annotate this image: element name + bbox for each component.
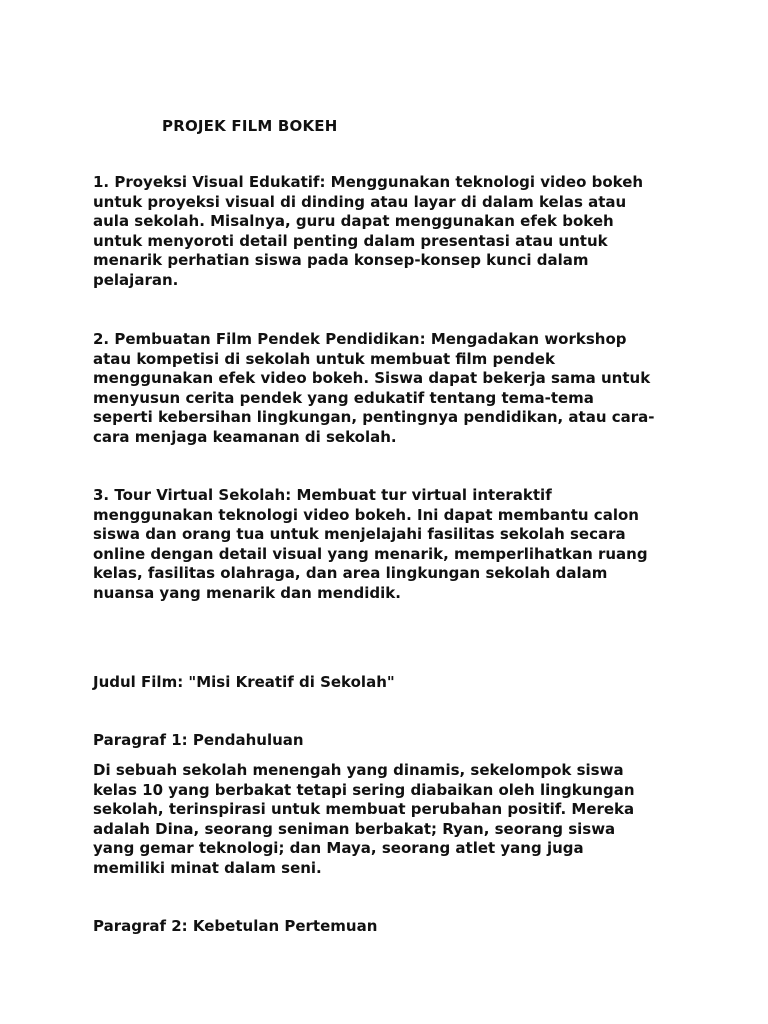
paragraph-1-line: kelas 10 yang berbakat tetapi sering diabaikan oleh lingkungan — [93, 780, 635, 799]
list-item-1 — [93, 173, 693, 291]
list-item-1-line: untuk menyoroti detail penting dalam presentasi atau untuk — [93, 231, 608, 250]
paragraph-2-heading-text: Paragraf 2: Kebetulan Pertemuan — [93, 917, 378, 935]
list-item-2-line: atau kompetisi di sekolah untuk membuat film pendek — [93, 349, 555, 368]
list-item-3-line: siswa dan orang tua untuk menjelajahi fasilitas sekolah secara — [93, 525, 626, 544]
paragraph-1-line: memiliki minat dalam seni. — [93, 858, 322, 877]
paragraph-1-line: sekolah, terinspirasi untuk membuat perubahan positif. Mereka — [93, 800, 635, 819]
list-item-1-line: pelajaran. — [93, 270, 179, 289]
paragraph-1-heading — [93, 731, 693, 751]
list-item-2-line: menggunakan efek video bokeh. Siswa dapat bekerja sama untuk — [93, 369, 651, 388]
paragraph-2-heading — [93, 917, 693, 937]
list-item-1-line: untuk proyeksi visual di dinding atau layar di dalam kelas atau — [93, 192, 627, 211]
list-item-3-line: online dengan detail visual yang menarik, memperlihatkan ruang — [93, 544, 648, 563]
list-item-3 — [93, 486, 693, 604]
paragraph-1-line: Di sebuah sekolah menengah yang dinamis, sekelompok siswa — [93, 761, 624, 779]
film-title — [93, 673, 693, 693]
paragraph-1-line: yang gemar teknologi; dan Maya, seorang atlet yang juga — [93, 839, 584, 858]
paragraph-1-body — [93, 761, 693, 879]
document-title: PROJEK FILM BOKEH — [162, 117, 338, 135]
list-item-1-line: 1. Proyeksi Visual Edukatif: Menggunakan teknologi video bokeh — [93, 173, 644, 191]
list-item-3-line: 3. Tour Virtual Sekolah: Membuat tur virtual interaktif — [93, 486, 552, 504]
paragraph-1-line: adalah Dina, seorang seniman berbakat; Ryan, seorang siswa — [93, 819, 616, 838]
list-item-2-line: menyusun cerita pendek yang edukatif tentang tema-tema — [93, 388, 594, 407]
film-title-text: Judul Film: "Misi Kreatif di Sekolah" — [93, 673, 395, 691]
list-item-3-line: nuansa yang menarik dan mendidik. — [93, 583, 401, 602]
list-item-1-line: aula sekolah. Misalnya, guru dapat menggunakan efek bokeh — [93, 212, 614, 231]
paragraph-1-heading-text: Paragraf 1: Pendahuluan — [93, 731, 304, 749]
list-item-3-line: kelas, fasilitas olahraga, dan area lingkungan sekolah dalam — [93, 564, 608, 583]
list-item-2 — [93, 330, 693, 448]
list-item-1-line: menarik perhatian siswa pada konsep-konsep kunci dalam — [93, 251, 589, 270]
list-item-2-line: seperti kebersihan lingkungan, pentingnya pendidikan, atau cara- — [93, 408, 655, 427]
list-item-2-line: cara menjaga keamanan di sekolah. — [93, 427, 397, 446]
list-item-2-line: 2. Pembuatan Film Pendek Pendidikan: Mengadakan workshop — [93, 330, 627, 348]
list-item-3-line: menggunakan teknologi video bokeh. Ini dapat membantu calon — [93, 505, 639, 524]
